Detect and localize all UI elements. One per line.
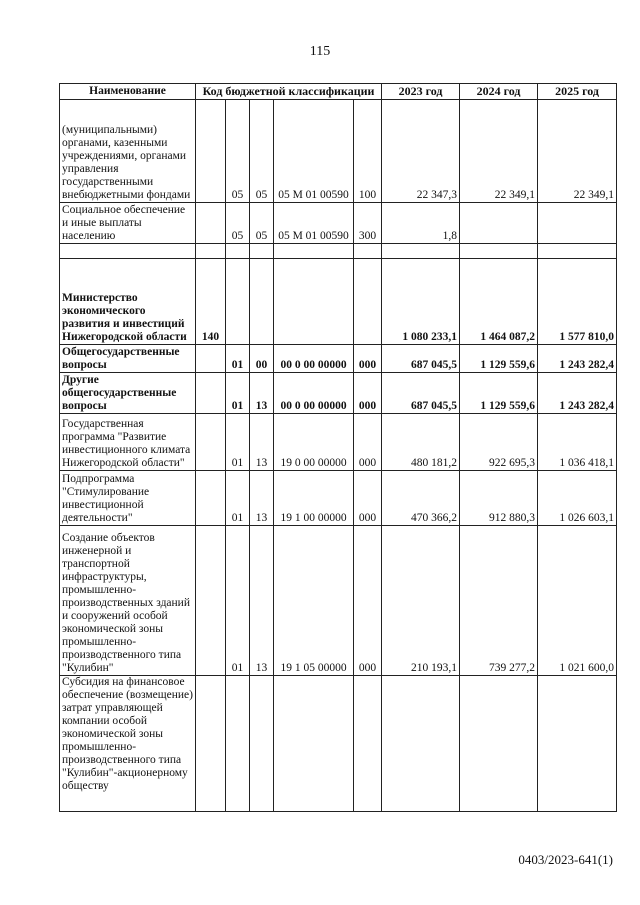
cell-ved bbox=[196, 414, 226, 471]
cell-vr: 000 bbox=[354, 345, 382, 373]
cell-rz: 01 bbox=[226, 471, 250, 526]
cell-name: Государственная программа "Развитие инвестиционного климата Нижегородской области" bbox=[60, 414, 196, 471]
cell-y2024 bbox=[460, 676, 538, 812]
cell-vr: 000 bbox=[354, 414, 382, 471]
cell-name: Субсидия на финансовое обеспечение (возмещение) затрат управляющей компании особой экономической зоны промышленно-производственного типа "Кулибин"-акционерному обществу bbox=[60, 676, 196, 812]
cell-y2023: 22 347,3 bbox=[382, 100, 460, 203]
cell-csr: 19 1 00 00000 bbox=[274, 471, 354, 526]
cell-name: Министерство экономического развития и инвестиций Нижегородской области bbox=[60, 259, 196, 345]
cell-pr bbox=[250, 244, 274, 259]
cell-y2024: 1 129 559,6 bbox=[460, 373, 538, 414]
cell-y2023: 1,8 bbox=[382, 203, 460, 244]
cell-vr: 000 bbox=[354, 471, 382, 526]
cell-y2024: 922 695,3 bbox=[460, 414, 538, 471]
table-row bbox=[60, 471, 617, 526]
cell-y2025: 1 243 282,4 bbox=[538, 373, 617, 414]
cell-y2023: 480 181,2 bbox=[382, 414, 460, 471]
cell-rz bbox=[226, 259, 250, 345]
cell-ved bbox=[196, 244, 226, 259]
cell-rz: 05 bbox=[226, 203, 250, 244]
cell-name: Социальное обеспечение и иные выплаты населению bbox=[60, 203, 196, 244]
header-2025: 2025 год bbox=[538, 84, 617, 100]
cell-y2025: 1 243 282,4 bbox=[538, 345, 617, 373]
cell-y2025 bbox=[538, 676, 617, 812]
cell-y2024: 22 349,1 bbox=[460, 100, 538, 203]
cell-pr: 13 bbox=[250, 471, 274, 526]
table-row bbox=[60, 100, 617, 203]
cell-y2024: 1 129 559,6 bbox=[460, 345, 538, 373]
cell-y2023 bbox=[382, 676, 460, 812]
cell-name bbox=[60, 244, 196, 259]
cell-y2024 bbox=[460, 244, 538, 259]
cell-rz: 01 bbox=[226, 526, 250, 676]
cell-y2024 bbox=[460, 203, 538, 244]
cell-y2025: 1 577 810,0 bbox=[538, 259, 617, 345]
cell-rz: 05 bbox=[226, 100, 250, 203]
table-row bbox=[60, 203, 617, 244]
cell-csr bbox=[274, 244, 354, 259]
cell-ved bbox=[196, 373, 226, 414]
page-number: 115 bbox=[309, 44, 331, 59]
cell-y2025: 1 021 600,0 bbox=[538, 526, 617, 676]
cell-y2023: 1 080 233,1 bbox=[382, 259, 460, 345]
header-2024: 2024 год bbox=[460, 84, 538, 100]
cell-ved bbox=[196, 203, 226, 244]
cell-y2025 bbox=[538, 203, 617, 244]
cell-csr: 05 М 01 00590 bbox=[274, 100, 354, 203]
table-body bbox=[60, 100, 617, 812]
cell-rz bbox=[226, 676, 250, 812]
cell-ved bbox=[196, 676, 226, 812]
cell-y2025 bbox=[538, 244, 617, 259]
cell-ved bbox=[196, 345, 226, 373]
cell-y2023: 210 193,1 bbox=[382, 526, 460, 676]
table-row bbox=[60, 244, 617, 259]
cell-y2025: 1 036 418,1 bbox=[538, 414, 617, 471]
header-name: Наименование bbox=[60, 84, 196, 100]
cell-ved bbox=[196, 100, 226, 203]
table-row bbox=[60, 259, 617, 345]
cell-name: Создание объектов инженерной и транспортной инфраструктуры, промышленно-производственных зданий и сооружений особой экономической зоны промышленно-производственного типа "Кулибин" bbox=[60, 526, 196, 676]
cell-rz: 01 bbox=[226, 414, 250, 471]
cell-vr: 100 bbox=[354, 100, 382, 203]
cell-y2023: 687 045,5 bbox=[382, 345, 460, 373]
cell-y2024: 912 880,3 bbox=[460, 471, 538, 526]
cell-csr: 19 0 00 00000 bbox=[274, 414, 354, 471]
cell-csr: 05 М 01 00590 bbox=[274, 203, 354, 244]
document-code: 0403/2023-641(1) bbox=[518, 852, 613, 867]
cell-csr bbox=[274, 259, 354, 345]
cell-pr: 00 bbox=[250, 345, 274, 373]
table-row bbox=[60, 414, 617, 471]
cell-y2025: 1 026 603,1 bbox=[538, 471, 617, 526]
cell-y2024: 1 464 087,2 bbox=[460, 259, 538, 345]
cell-ved: 140 bbox=[196, 259, 226, 345]
cell-name: (муниципальными) органами, казенными учреждениями, органами управления государственными внебюджетными фондами bbox=[60, 100, 196, 203]
cell-vr: 300 bbox=[354, 203, 382, 244]
cell-csr: 00 0 00 00000 bbox=[274, 373, 354, 414]
header-code: Код бюджетной классификации bbox=[196, 84, 382, 100]
cell-vr: 000 bbox=[354, 526, 382, 676]
cell-y2023: 687 045,5 bbox=[382, 373, 460, 414]
cell-pr: 13 bbox=[250, 414, 274, 471]
cell-pr: 13 bbox=[250, 526, 274, 676]
cell-ved bbox=[196, 471, 226, 526]
cell-pr bbox=[250, 259, 274, 345]
cell-y2023 bbox=[382, 244, 460, 259]
cell-name: Подпрограмма "Стимулирование инвестиционной деятельности" bbox=[60, 471, 196, 526]
cell-rz: 01 bbox=[226, 345, 250, 373]
cell-pr: 05 bbox=[250, 203, 274, 244]
cell-pr bbox=[250, 676, 274, 812]
cell-vr: 000 bbox=[354, 373, 382, 414]
cell-vr bbox=[354, 676, 382, 812]
header-2023: 2023 год bbox=[382, 84, 460, 100]
table-header-row bbox=[60, 84, 617, 100]
cell-pr: 13 bbox=[250, 373, 274, 414]
cell-pr: 05 bbox=[250, 100, 274, 203]
cell-y2025: 22 349,1 bbox=[538, 100, 617, 203]
cell-rz: 01 bbox=[226, 373, 250, 414]
cell-y2023: 470 366,2 bbox=[382, 471, 460, 526]
budget-table bbox=[59, 83, 617, 812]
cell-csr: 00 0 00 00000 bbox=[274, 345, 354, 373]
cell-csr: 19 1 05 00000 bbox=[274, 526, 354, 676]
cell-ved bbox=[196, 526, 226, 676]
table-row bbox=[60, 526, 617, 676]
cell-vr bbox=[354, 244, 382, 259]
cell-y2024: 739 277,2 bbox=[460, 526, 538, 676]
cell-rz bbox=[226, 244, 250, 259]
table-row bbox=[60, 373, 617, 414]
cell-name: Другие общегосударственные вопросы bbox=[60, 373, 196, 414]
cell-name: Общегосударственные вопросы bbox=[60, 345, 196, 373]
cell-csr bbox=[274, 676, 354, 812]
table-row bbox=[60, 676, 617, 812]
table-row bbox=[60, 345, 617, 373]
cell-vr bbox=[354, 259, 382, 345]
